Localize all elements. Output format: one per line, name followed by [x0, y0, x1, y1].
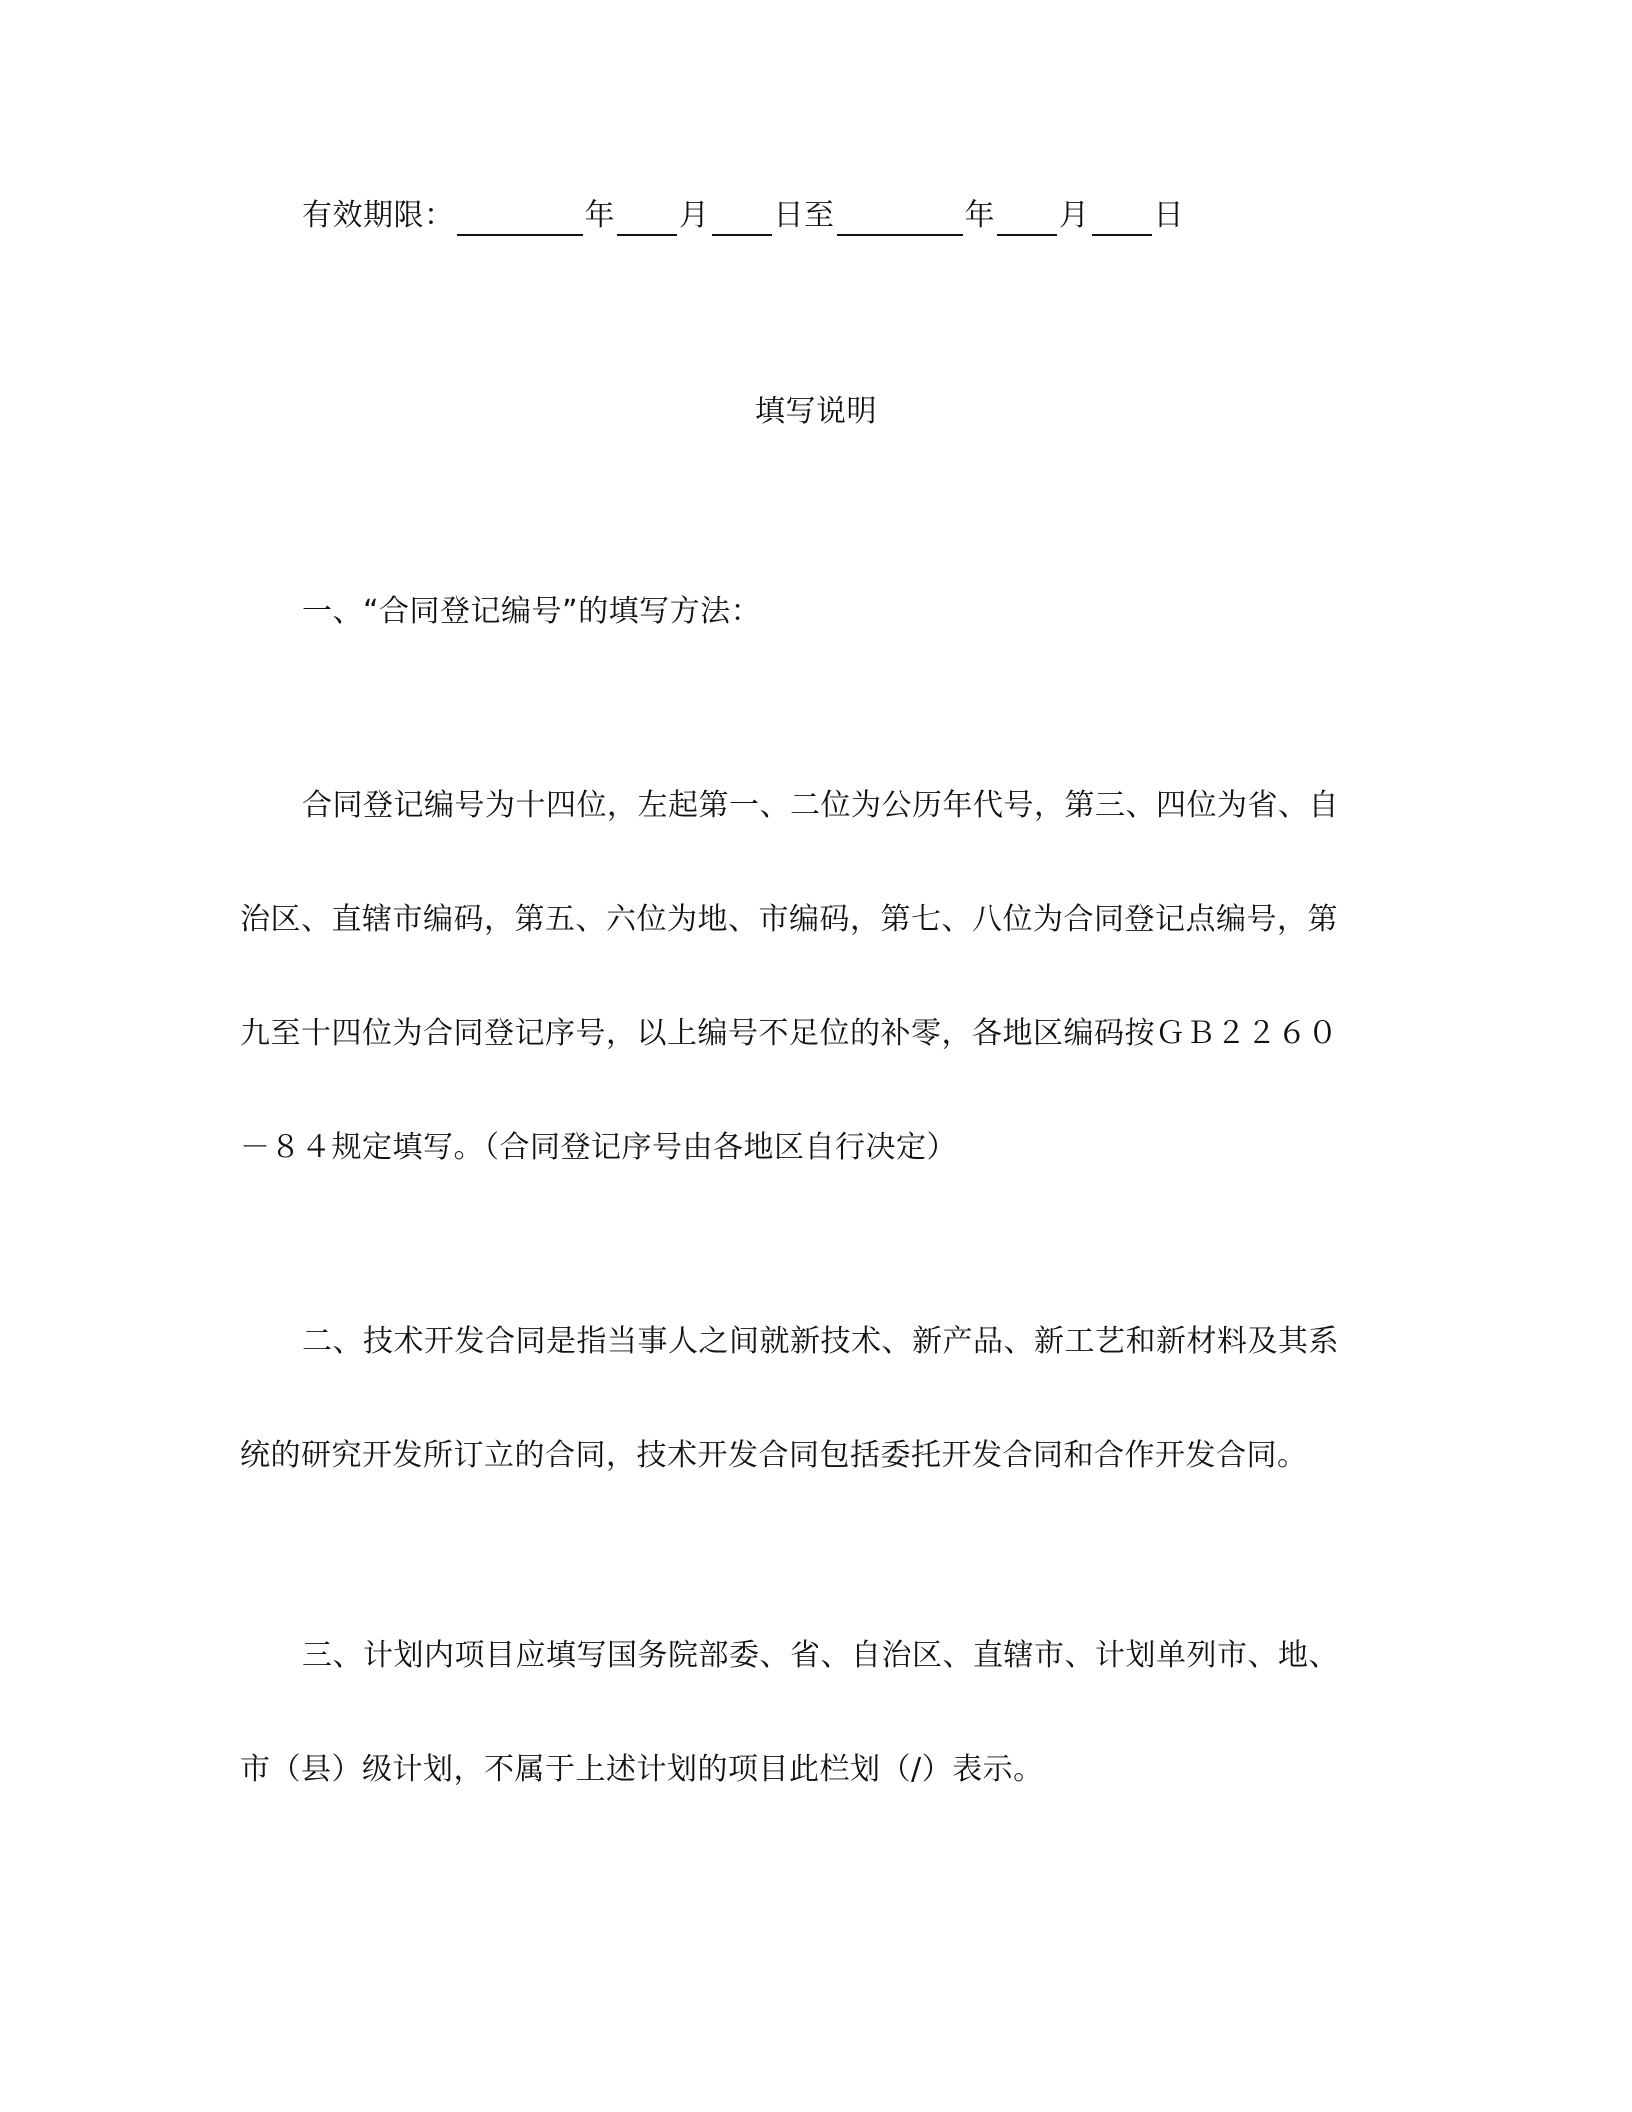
- start-month-blank: [617, 202, 677, 236]
- start-month-unit: 月: [679, 198, 710, 233]
- start-day-blank: [712, 202, 772, 236]
- end-day-unit: 日: [1153, 198, 1184, 233]
- section1-line-2: 治区、直辖市编码，第五、六位为地、市编码，第七、八位为合同登记点编号，第: [240, 902, 1338, 937]
- start-year-unit: 年: [584, 198, 615, 233]
- section1-heading: 一、“合同登记编号”的填写方法：: [302, 594, 762, 629]
- start-year-blank: [457, 202, 583, 236]
- section1-line-4: －８４规定填写。（合同登记序号由各地区自行决定）: [240, 1130, 957, 1165]
- end-day-blank: [1092, 202, 1152, 236]
- section1-line-1: 合同登记编号为十四位，左起第一、二位为公历年代号，第三、四位为省、自: [302, 788, 1339, 823]
- instructions-title: 填写说明: [755, 394, 877, 429]
- section2-line-2: 统的研究开发所订立的合同，技术开发合同包括委托开发合同和合作开发合同。: [240, 1438, 1308, 1473]
- end-month-unit: 月: [1059, 198, 1090, 233]
- validity-label: 有效期限：: [302, 198, 455, 233]
- start-day-unit-to: 日至: [773, 198, 835, 233]
- section3-line-1: 三、计划内项目应填写国务院部委、省、自治区、直辖市、计划单列市、地、: [302, 1638, 1339, 1673]
- end-year-unit: 年: [964, 198, 995, 233]
- end-month-blank: [997, 202, 1057, 236]
- section2-line-1: 二、技术开发合同是指当事人之间就新技术、新产品、新工艺和新材料及其系: [302, 1324, 1339, 1359]
- end-year-blank: [837, 202, 963, 236]
- section1-line-3: 九至十四位为合同登记序号，以上编号不足位的补零，各地区编码按ＧＢ２２６０: [240, 1016, 1338, 1051]
- validity-period-line: [302, 196, 1184, 236]
- section3-line-2: 市（县）级计划，不属于上述计划的项目此栏划（/）表示。: [240, 1752, 1044, 1787]
